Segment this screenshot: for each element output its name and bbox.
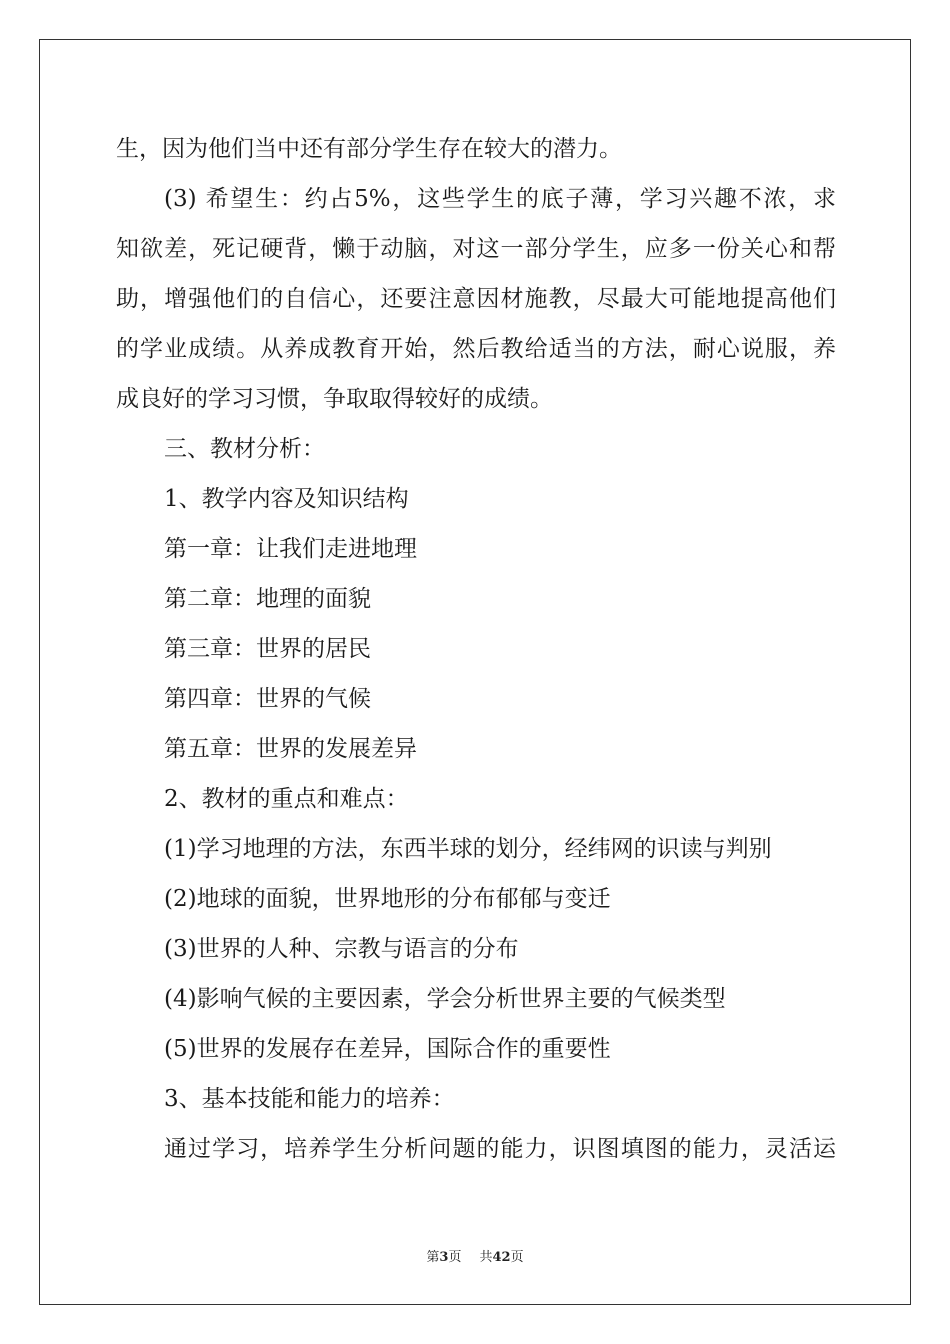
text-line: 3、基本技能和能力的培养： (164, 1086, 455, 1112)
text-line: 第一章：让我们走进地理 (164, 536, 417, 562)
text-line: 第四章：世界的气候 (164, 686, 371, 712)
text-line: 助，增强他们的自信心，还要注意因材施教，尽最大可能地提高他们 (116, 286, 836, 312)
text-line: (4)影响气候的主要因素，学会分析世界主要的气候类型 (164, 986, 726, 1012)
text-line: 第二章：地理的面貌 (164, 586, 371, 612)
text-line: (3)世界的人种、宗教与语言的分布 (164, 936, 519, 962)
document-body (116, 124, 836, 1174)
footer-page-suffix: 页 (448, 1250, 462, 1265)
text-line: 生，因为他们当中还有部分学生存在较大的潜力。 (116, 136, 622, 162)
text-line: (3) 希望生：约占5%，这些学生的底子薄，学习兴趣不浓，求 (164, 186, 836, 212)
text-line: 的学业成绩。从养成教育开始，然后教给适当的方法，耐心说服，养 (116, 336, 836, 362)
text-line: 通过学习，培养学生分析问题的能力，识图填图的能力，灵活运 (164, 1136, 836, 1162)
text-line: 2、教材的重点和难点： (164, 786, 409, 812)
text-line: 三、教材分析： (164, 436, 325, 462)
text-line: 1、教学内容及知识结构 (164, 486, 409, 512)
text-line: (2)地球的面貌，世界地形的分布郁郁与变迁 (164, 886, 611, 912)
text-line: (5)世界的发展存在差异，国际合作的重要性 (164, 1036, 611, 1062)
footer-total-suffix: 页 (510, 1250, 524, 1265)
page-footer (0, 1246, 950, 1265)
footer-page-number: 3 (439, 1250, 449, 1265)
text-line: 知欲差，死记硬背，懒于动脑，对这一部分学生，应多一份关心和帮 (116, 236, 836, 262)
footer-total-pages: 42 (492, 1250, 511, 1265)
footer-page-prefix: 第 (426, 1250, 440, 1265)
text-line: 成良好的学习习惯，争取取得较好的成绩。 (116, 386, 553, 412)
footer-total-prefix: 共 (479, 1250, 493, 1265)
text-line: (1)学习地理的方法，东西半球的划分，经纬网的识读与判别 (164, 836, 772, 862)
text-line: 第三章：世界的居民 (164, 636, 371, 662)
text-line: 第五章：世界的发展差异 (164, 736, 417, 762)
